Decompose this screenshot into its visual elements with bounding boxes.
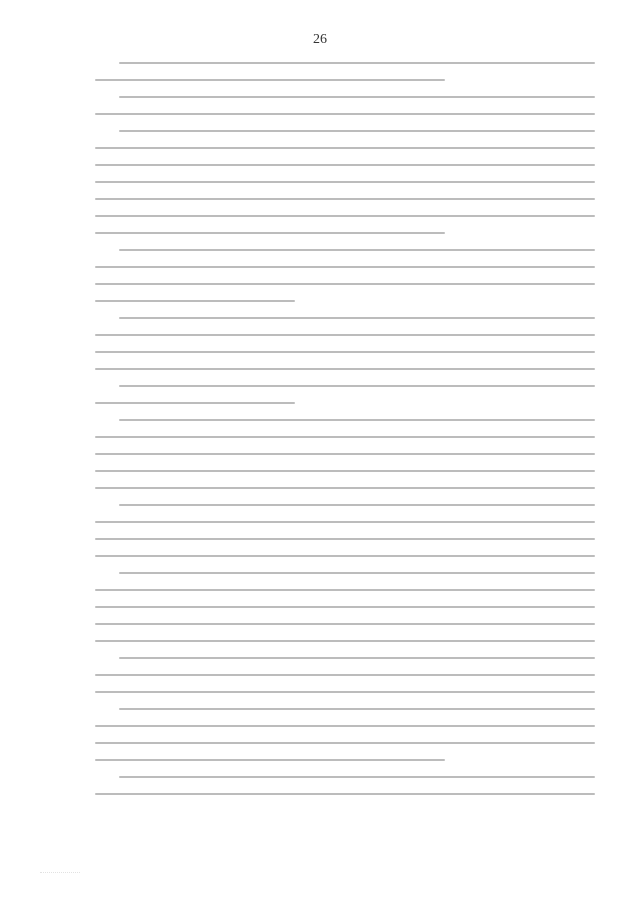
body-text-placeholder-lines — [95, 62, 595, 810]
scan-artifact — [40, 842, 80, 873]
page-number: 26 — [313, 32, 327, 47]
